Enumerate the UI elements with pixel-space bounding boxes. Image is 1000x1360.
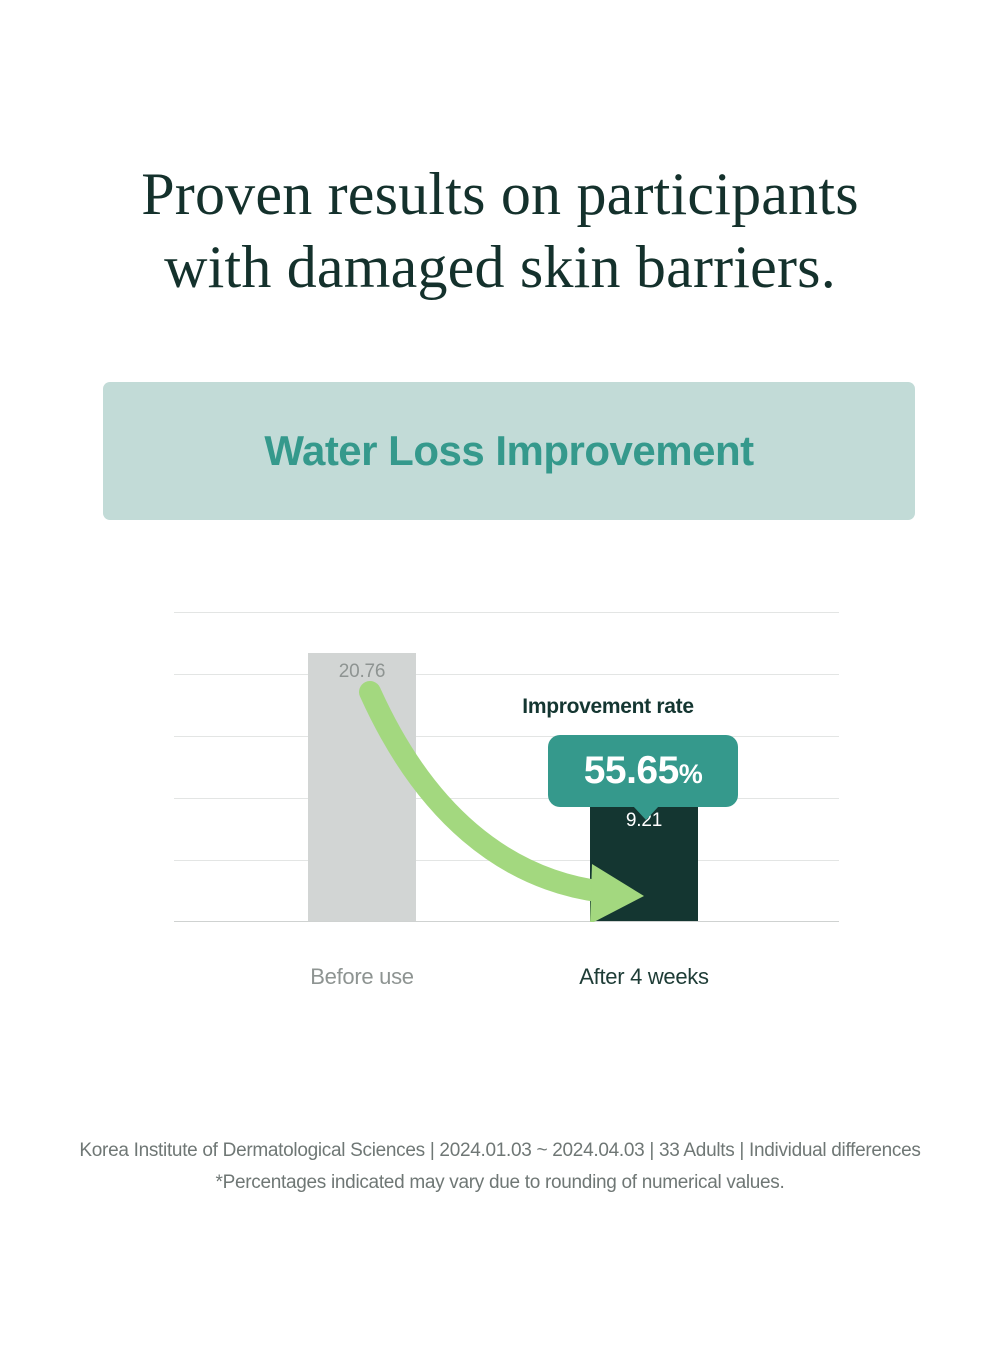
improvement-rate-label: Improvement rate	[522, 695, 694, 718]
page-title-line-2: with damaged skin barriers.	[164, 234, 836, 301]
bubble-tail-icon	[633, 806, 659, 820]
improvement-rate-value: 55.65%	[583, 749, 703, 792]
gridline	[174, 798, 839, 799]
x-tick-label-after-4-weeks: After 4 weeks	[579, 964, 709, 989]
chart-banner-title: Water Loss Improvement	[264, 427, 754, 474]
chart-plot-area	[174, 612, 839, 989]
footnote-line-1: Korea Institute of Dermatological Sciences | 2024.01.03 ~ 2024.04.03 | 33 Adults | Individual differences	[79, 1140, 921, 1161]
bar-value-after-4-weeks: 9.21	[625, 810, 663, 831]
gridline	[174, 674, 839, 675]
gridline	[174, 612, 839, 613]
gridline	[174, 860, 839, 861]
x-axis-line	[174, 921, 839, 922]
page-title	[0, 158, 1000, 304]
improvement-rate-bubble	[548, 735, 738, 807]
bar-chart	[0, 580, 1000, 1010]
gridline	[174, 736, 839, 737]
page-title-line-1: Proven results on participants	[141, 161, 859, 227]
footnote-line-2: *Percentages indicated may vary due to rounding of numerical values.	[215, 1172, 785, 1194]
x-tick-label-before-use: Before use	[310, 964, 414, 989]
bar-before-use	[308, 653, 416, 921]
chart-banner	[103, 382, 915, 520]
bar-value-before-use: 20.76	[338, 661, 386, 682]
footnote	[0, 1135, 1000, 1200]
